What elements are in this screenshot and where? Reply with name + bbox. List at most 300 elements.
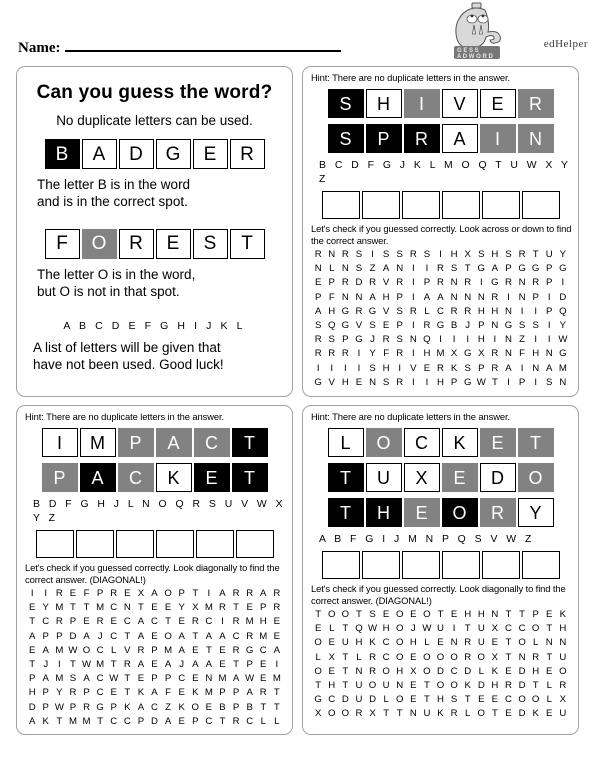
word-search-cell: Q (328, 319, 336, 331)
word-search-cell: F (328, 291, 335, 303)
word-search-cell: P (546, 277, 553, 289)
word-search-cell: L (356, 651, 362, 663)
answer-blanks[interactable] (309, 551, 572, 579)
word-search-cell: S (478, 249, 485, 261)
letter-tile: I (42, 428, 78, 457)
word-search-cell: I (452, 334, 456, 346)
word-search-cell: W (245, 673, 255, 685)
word-search-cell: E (178, 687, 185, 699)
word-search-cell: V (410, 362, 417, 374)
word-search-cell: I (425, 263, 429, 275)
word-search-cell: I (507, 291, 510, 303)
word-search-cell: S (369, 362, 376, 374)
word-search-cell: N (545, 348, 553, 360)
word-search-cell: E (410, 608, 417, 620)
word-search-cell: T (423, 694, 430, 706)
letter-tile: R (404, 124, 440, 153)
word-search-cell: P (151, 644, 158, 656)
word-search-cell: M (218, 673, 227, 685)
word-search-cell: T (124, 630, 131, 642)
word-search-cell: A (164, 715, 172, 727)
word-search-cell: H (491, 249, 499, 261)
letter-tile: A (156, 428, 192, 457)
letter-tile: D (119, 139, 154, 169)
word-search-cell: E (410, 679, 417, 691)
word-search-cell: T (315, 608, 322, 620)
letter-tile: T (232, 463, 268, 492)
word-search-cell: G (245, 644, 254, 656)
name-input-line[interactable] (65, 38, 341, 52)
word-search-cell: A (137, 658, 145, 670)
word-search-cell: I (411, 319, 415, 331)
word-search-cell: I (479, 277, 483, 289)
word-search-cell: H (382, 623, 390, 635)
word-search-cell: W (368, 623, 378, 635)
answer-blank-box[interactable] (156, 530, 194, 558)
letter-tile: R (518, 89, 554, 118)
word-search-cell: N (491, 608, 499, 620)
word-search-cell: E (192, 644, 199, 656)
answer-blanks[interactable] (23, 530, 286, 558)
word-search-cell: H (382, 362, 390, 374)
panel-row-bottom (16, 397, 584, 735)
word-search-cell: C (382, 651, 390, 663)
word-search-cell: I (547, 334, 551, 346)
word-search-cell: E (151, 602, 158, 614)
word-search-cell: Y (56, 687, 63, 699)
word-search-cell: E (410, 694, 417, 706)
word-search-cell: R (191, 616, 199, 628)
word-search-cell: F (383, 348, 390, 360)
word-search-cell: E (328, 637, 335, 649)
word-search-cell: B (219, 701, 226, 713)
word-search-cell: M (164, 644, 173, 656)
word-search-cell: R (55, 588, 63, 600)
name-field-row (18, 38, 341, 57)
word-search-cell: L (329, 263, 335, 275)
word-search-cell: C (505, 694, 512, 706)
word-search-cell: N (369, 376, 376, 388)
word-search-cell: E (328, 665, 335, 677)
word-search-cell: V (124, 644, 131, 656)
word-search-cell: U (341, 637, 349, 649)
word-search-cell: C (123, 715, 131, 727)
word-search-cell: O (368, 679, 377, 691)
word-search-cell: L (329, 623, 335, 635)
word-search-cell: A (83, 673, 90, 685)
word-search-cell: T (205, 644, 212, 656)
word-search-cell: N (205, 673, 213, 685)
word-search-cell: O (450, 679, 458, 691)
word-search-cell: S (396, 305, 403, 317)
word-search-cell: O (559, 665, 567, 677)
word-search-grid (309, 608, 572, 722)
word-search-cell: E (164, 602, 172, 614)
letter-tile: B (45, 139, 80, 169)
word-search-cell: H (477, 608, 485, 620)
answer-blank-box[interactable] (522, 551, 560, 579)
letter-tile: T (230, 229, 265, 259)
word-search-cell: R (110, 588, 118, 600)
letter-tile: C (404, 428, 440, 457)
word-search-cell: E (437, 637, 444, 649)
word-search-cell: R (232, 644, 240, 656)
word-search-cell: E (192, 673, 199, 685)
word-search-cell: G (463, 376, 472, 388)
letter-tile: E (193, 139, 228, 169)
word-search-cell: Z (369, 263, 376, 275)
word-search-cell: T (29, 616, 36, 628)
word-search-cell: A (205, 658, 213, 670)
answer-blank-box[interactable] (236, 530, 274, 558)
word-search-cell: A (151, 687, 158, 699)
word-search-cell: L (546, 679, 552, 691)
letter-tile: E (442, 463, 478, 492)
word-search-cell: N (314, 263, 322, 275)
word-search-cell: T (356, 608, 362, 620)
word-search-cell: D (69, 630, 77, 642)
word-search-cell: O (436, 679, 445, 691)
word-search-cell: N (477, 291, 485, 303)
word-search-cell: Z (519, 334, 525, 346)
answer-blank-box[interactable] (76, 530, 114, 558)
word-search-cell: R (341, 277, 349, 289)
word-search-cell: R (314, 334, 322, 346)
word-search-cell: R (450, 708, 458, 720)
word-search-cell: E (546, 708, 553, 720)
answer-blank-box[interactable] (402, 551, 440, 579)
word-search-cell: N (518, 651, 526, 663)
word-search-cell: M (204, 602, 213, 614)
word-search-cell: T (342, 651, 349, 663)
word-search-cell: Y (559, 319, 567, 331)
letter-tile: S (328, 124, 364, 153)
letter-tile: I (480, 124, 516, 153)
answer-blank-box[interactable] (196, 530, 234, 558)
word-search-cell: S (314, 319, 322, 331)
word-search-cell: M (55, 644, 64, 656)
word-search-cell: E (382, 608, 390, 620)
word-search-grid (309, 248, 572, 390)
word-search-cell: B (450, 319, 458, 331)
word-search-cell: N (396, 679, 404, 691)
word-search-cell: E (110, 616, 117, 628)
instructions-panel (16, 66, 293, 397)
word-search-cell: W (476, 376, 486, 388)
answer-blank-box[interactable] (116, 530, 154, 558)
word-search-cell: K (437, 708, 444, 720)
page-title: Can you guess the word? (36, 82, 273, 103)
word-search-cell: S (328, 334, 335, 346)
word-search-cell: S (450, 263, 458, 275)
word-search-cell: X (464, 249, 471, 261)
word-search-cell: G (463, 348, 472, 360)
word-search-cell: L (424, 637, 430, 649)
letter-tile: T (232, 428, 268, 457)
word-search-cell: H (450, 249, 458, 261)
word-search-cell: R (532, 651, 540, 663)
word-search-cell: S (423, 249, 431, 261)
word-search-cell: R (232, 588, 240, 600)
word-search-cell: T (29, 658, 36, 670)
word-search-cell: K (532, 708, 539, 720)
answer-blank-box[interactable] (362, 551, 400, 579)
word-search-cell: A (232, 673, 240, 685)
word-search-cell: H (396, 665, 404, 677)
word-search-cell: I (534, 334, 537, 346)
word-search-cell: P (151, 673, 158, 685)
word-search-cell: A (137, 616, 145, 628)
answer-blank-box[interactable] (322, 551, 360, 579)
word-search-cell: O (164, 630, 172, 642)
word-search-cell: N (341, 291, 349, 303)
word-search-cell: R (123, 658, 131, 670)
word-search-cell: P (260, 602, 267, 614)
word-search-cell: F (83, 588, 90, 600)
letter-tile: U (366, 463, 402, 492)
word-search-cell: O (314, 665, 322, 677)
word-search-cell: A (260, 588, 267, 600)
word-search-cell: P (342, 334, 349, 346)
word-search-cell: P (505, 263, 512, 275)
word-search-cell: M (245, 616, 254, 628)
answer-blank-box[interactable] (482, 551, 520, 579)
word-search-cell: J (43, 658, 49, 670)
word-search-cell: R (328, 348, 336, 360)
word-search-cell: E (478, 694, 485, 706)
word-search-cell: T (192, 588, 199, 600)
word-search-cell: P (192, 715, 199, 727)
word-search-cell: O (423, 651, 431, 663)
word-search-cell: M (96, 658, 105, 670)
word-search-cell: P (532, 608, 539, 620)
answer-blank-box[interactable] (442, 191, 480, 219)
word-search-cell: U (477, 637, 485, 649)
word-search-cell: H (382, 291, 390, 303)
word-search-cell: O (82, 644, 91, 656)
word-search-cell: K (178, 701, 185, 713)
word-search-cell: E (178, 616, 185, 628)
word-search-cell: R (491, 348, 499, 360)
word-search-cell: I (371, 249, 374, 261)
word-search-cell: R (96, 616, 104, 628)
answer-blanks[interactable] (309, 191, 572, 219)
word-search-cell: O (328, 708, 336, 720)
word-search-cell: S (355, 249, 363, 261)
word-search-cell: R (396, 376, 404, 388)
word-search-cell: E (124, 588, 131, 600)
word-search-cell: R (464, 305, 472, 317)
guess-row (309, 463, 572, 492)
word-search-cell: I (493, 334, 497, 346)
word-search-cell: P (396, 319, 403, 331)
word-search-cell: T (519, 608, 525, 620)
word-search-cell: N (559, 637, 567, 649)
letter-tile: K (442, 428, 478, 457)
alphabet-demo: A B C D E F G H I J K L (63, 320, 246, 333)
word-search-cell: B (246, 701, 253, 713)
word-search-cell: S (396, 334, 403, 346)
word-search-cell: T (423, 679, 430, 691)
word-search-cell: T (396, 708, 403, 720)
letter-tile: E (480, 89, 516, 118)
word-search-cell: E (423, 362, 431, 374)
letter-tile: R (230, 139, 265, 169)
answer-blank-box[interactable] (442, 551, 480, 579)
word-search-cell: R (437, 277, 444, 289)
word-search-cell: I (275, 658, 279, 670)
word-search-cell: J (97, 630, 103, 642)
panel-row-top (16, 66, 584, 397)
word-search-cell: C (96, 687, 104, 699)
word-search-cell: H (464, 608, 472, 620)
word-search-cell: E (205, 701, 213, 713)
explanation-unused-line2: have not been used. Good luck! (33, 357, 224, 373)
word-search-cell: T (233, 658, 239, 670)
word-search-cell: P (478, 319, 485, 331)
letter-tile: O (518, 463, 554, 492)
word-search-cell: N (532, 362, 540, 374)
word-search-cell: T (383, 708, 390, 720)
explanation-black-line1: The letter B is in the word (37, 177, 191, 192)
letter-tile: A (442, 124, 478, 153)
word-search-cell: A (505, 362, 512, 374)
word-search-cell: Y (369, 348, 376, 360)
word-search-cell: R (341, 348, 349, 360)
word-search-cell: C (110, 602, 118, 614)
word-search-cell: C (151, 616, 158, 628)
word-search-cell: L (424, 305, 430, 317)
word-search-cell: A (219, 630, 226, 642)
word-search-cell: T (124, 673, 131, 685)
word-search-cell: O (423, 608, 431, 620)
word-search-cell: O (191, 701, 200, 713)
word-search-cell: C (110, 715, 118, 727)
word-search-cell: T (464, 623, 471, 635)
answer-blank-box[interactable] (36, 530, 74, 558)
word-search-cell: A (28, 715, 36, 727)
word-search-cell: S (355, 263, 363, 275)
word-search-cell: R (423, 319, 431, 331)
word-search-cell: S (450, 694, 458, 706)
word-search-cell: G (355, 334, 363, 346)
word-search-cell: X (478, 348, 485, 360)
word-search-cell: K (369, 637, 376, 649)
word-search-cell: N (396, 263, 404, 275)
letter-tile: X (404, 463, 440, 492)
word-search-cell: E (246, 602, 253, 614)
word-search-cell: M (204, 687, 213, 699)
word-search-cell: M (55, 602, 64, 614)
word-search-cell: S (369, 319, 376, 331)
word-search-cell: N (355, 291, 363, 303)
letter-tile: E (194, 463, 230, 492)
word-search-cell: I (520, 305, 524, 317)
word-search-cell: A (178, 644, 185, 656)
word-search-cell: E (260, 658, 267, 670)
puzzle-hint: Hint: There are no duplicate letters in the answer. (311, 411, 511, 422)
word-search-cell: D (477, 679, 485, 691)
word-search-cell: A (205, 630, 213, 642)
word-search-cell: A (151, 588, 158, 600)
letter-tile: O (366, 428, 402, 457)
word-search-cell: A (273, 644, 281, 656)
word-search-cell: P (396, 291, 403, 303)
word-search-cell: W (109, 673, 119, 685)
answer-blank-box[interactable] (522, 191, 560, 219)
word-search-cell: A (83, 630, 90, 642)
letter-tile: Y (518, 498, 554, 527)
guess-row (309, 89, 572, 118)
word-search-cell: R (83, 701, 90, 713)
word-search-cell: X (450, 348, 458, 360)
word-search-cell: N (559, 376, 567, 388)
word-search-cell: J (410, 623, 416, 635)
check-instruction: Let's check if you guessed correctly. Look across or down to find the correct answer. (311, 223, 572, 246)
explanation-black-line2: and is in the correct spot. (37, 194, 188, 210)
word-search-cell: R (409, 249, 417, 261)
word-search-cell: S (546, 376, 553, 388)
answer-blank-box[interactable] (362, 191, 400, 219)
word-search-cell: S (505, 249, 512, 261)
word-search-cell: O (436, 651, 445, 663)
word-search-cell: I (547, 319, 551, 331)
word-search-cell: U (545, 249, 553, 261)
word-search-cell: K (124, 701, 131, 713)
word-search-cell: T (505, 651, 512, 663)
letter-tile: C (118, 463, 154, 492)
word-search-cell: O (450, 651, 458, 663)
guess-rows-2 (23, 428, 286, 492)
answer-blank-box[interactable] (322, 191, 360, 219)
word-search-cell: P (69, 616, 77, 628)
word-search-cell: E (314, 277, 322, 289)
word-search-cell: Z (165, 701, 172, 713)
word-search-cell: G (504, 319, 513, 331)
word-search-cell: R (369, 665, 376, 677)
svg-text:A D W O R D: A D W O R D (457, 54, 493, 60)
answer-blank-box[interactable] (482, 191, 520, 219)
letter-tile: K (156, 463, 192, 492)
answer-blank-box[interactable] (402, 191, 440, 219)
word-search-cell: P (42, 630, 49, 642)
letter-tile: E (480, 428, 516, 457)
explanation-unused (33, 339, 286, 374)
word-search-cell: R (437, 263, 444, 275)
word-search-cell: E (137, 673, 145, 685)
letter-tile: P (118, 428, 154, 457)
word-search-cell: I (30, 588, 34, 600)
word-search-cell: S (382, 249, 390, 261)
word-search-cell: E (410, 651, 417, 663)
letter-tile: H (366, 89, 402, 118)
word-search-cell: J (370, 334, 375, 346)
word-search-cell: V (355, 319, 363, 331)
word-search-cell: E (273, 630, 281, 642)
guess-row (23, 463, 286, 492)
word-search-cell: K (464, 679, 471, 691)
word-search-cell: A (42, 644, 49, 656)
guess-row (23, 428, 286, 457)
word-search-cell: T (56, 715, 63, 727)
word-search-cell: E (450, 608, 458, 620)
word-search-cell: S (464, 362, 471, 374)
word-search-cell: U (355, 679, 363, 691)
word-search-cell: R (559, 679, 567, 691)
word-search-cell: N (491, 319, 499, 331)
word-search-cell: E (110, 687, 117, 699)
unused-letters: B C D F G J K L M O Q T U W X Y Z (319, 160, 571, 186)
